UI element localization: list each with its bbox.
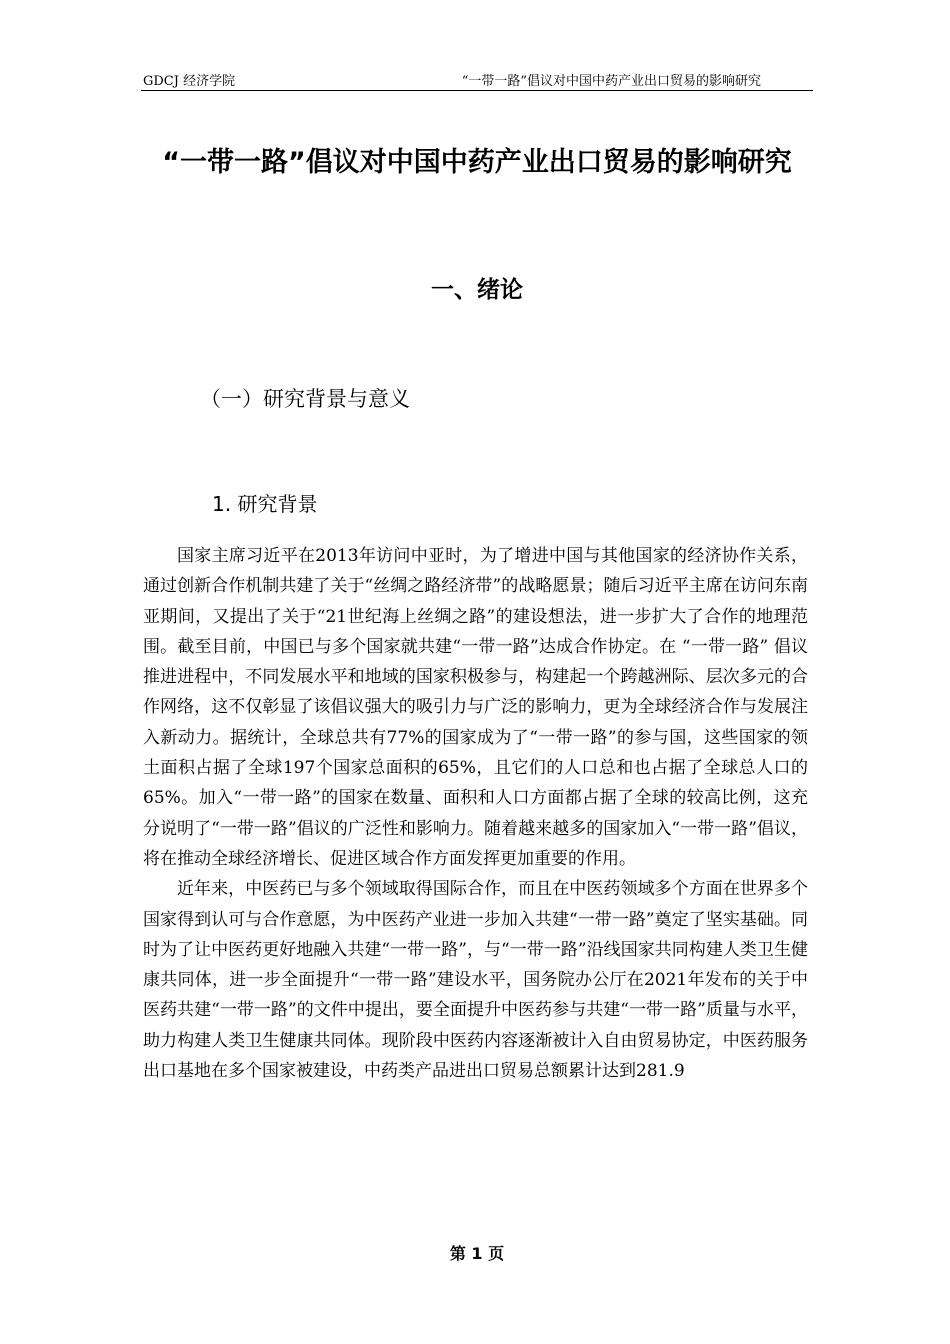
paragraph: 近年来，中医药已与多个领域取得国际合作，而且在中医药领域多个方面在世界多个国家得到认可与合作意愿，为中医药产业进一步加入共建“一带一路”奠定了坚实基础。同时为了让中医药更好地融入共建“一带一路”，与“一带一路”沿线国家共同构建人类卫生健康共同体，进一步全面提升“一带一路”建设水平，国务院办公厅在2021年发布的关于中医药共建“一带一路”的文件中提出，要全面提升中医药参与共建“一带一路”质量与水平，助力构建人类卫生健康共同体。现阶段中医药内容逐渐被计入自由贸易协定，中医药服务出口基地在多个国家被建设，中药类产品进出口贸易总额累计达到281.9 (143, 879, 808, 1082)
subsection-heading: （一）研究背景与意义 (200, 387, 410, 411)
subsubsection-heading: 1. 研究背景 (212, 492, 318, 516)
paragraph: 国家主席习近平在2013年访问中亚时，为了增进中国与其他国家的经济协作关系，通过创新合作机制共建了关于“丝绸之路经济带”的战略愿景；随后习近平主席在访问东南亚期间，又提出了关于“21世纪海上丝绸之路”的建设想法，进一步扩大了合作的地理范围。截至目前，中国已与多个国家就共建“一带一路”达成合作协定。在 “一带一路” 倡议推进进程中，不同发展水平和地域的国家积极参与，构建起一个跨越洲际、层次多元的合作网络，这不仅彰显了该倡议强大的吸引力与广泛的影响力，更为全球经济合作与发展注入新动力。据统计，全球总共有77%的国家成为了“一带一路”的参与国，这些国家的领土面积占据了全球197个国家总面积的65%，且它们的人口总和也占据了全球总人口的65%。加入“一带一路”的国家在数量、面积和人口方面都占据了全球的较高比例，这充分说明了“一带一路”倡议的广泛性和影响力。随着越来越多的国家加入“一带一路”倡议，将在推动全球经济增长、促进区域合作方面发挥更加重要的作用。 (143, 546, 808, 869)
page-number: 第 1 页 (449, 1244, 505, 1263)
section-heading: 一、绪论 (431, 277, 523, 303)
body-text (143, 541, 808, 1086)
header-right-text: “一带一路”倡议对中国中药产业出口贸易的影响研究 (461, 74, 761, 89)
header-left-text: GDCJ 经济学院 (143, 74, 236, 89)
paper-title: “一带一路”倡议对中国中药产业出口贸易的影响研究 (162, 147, 792, 178)
running-header (141, 68, 813, 91)
